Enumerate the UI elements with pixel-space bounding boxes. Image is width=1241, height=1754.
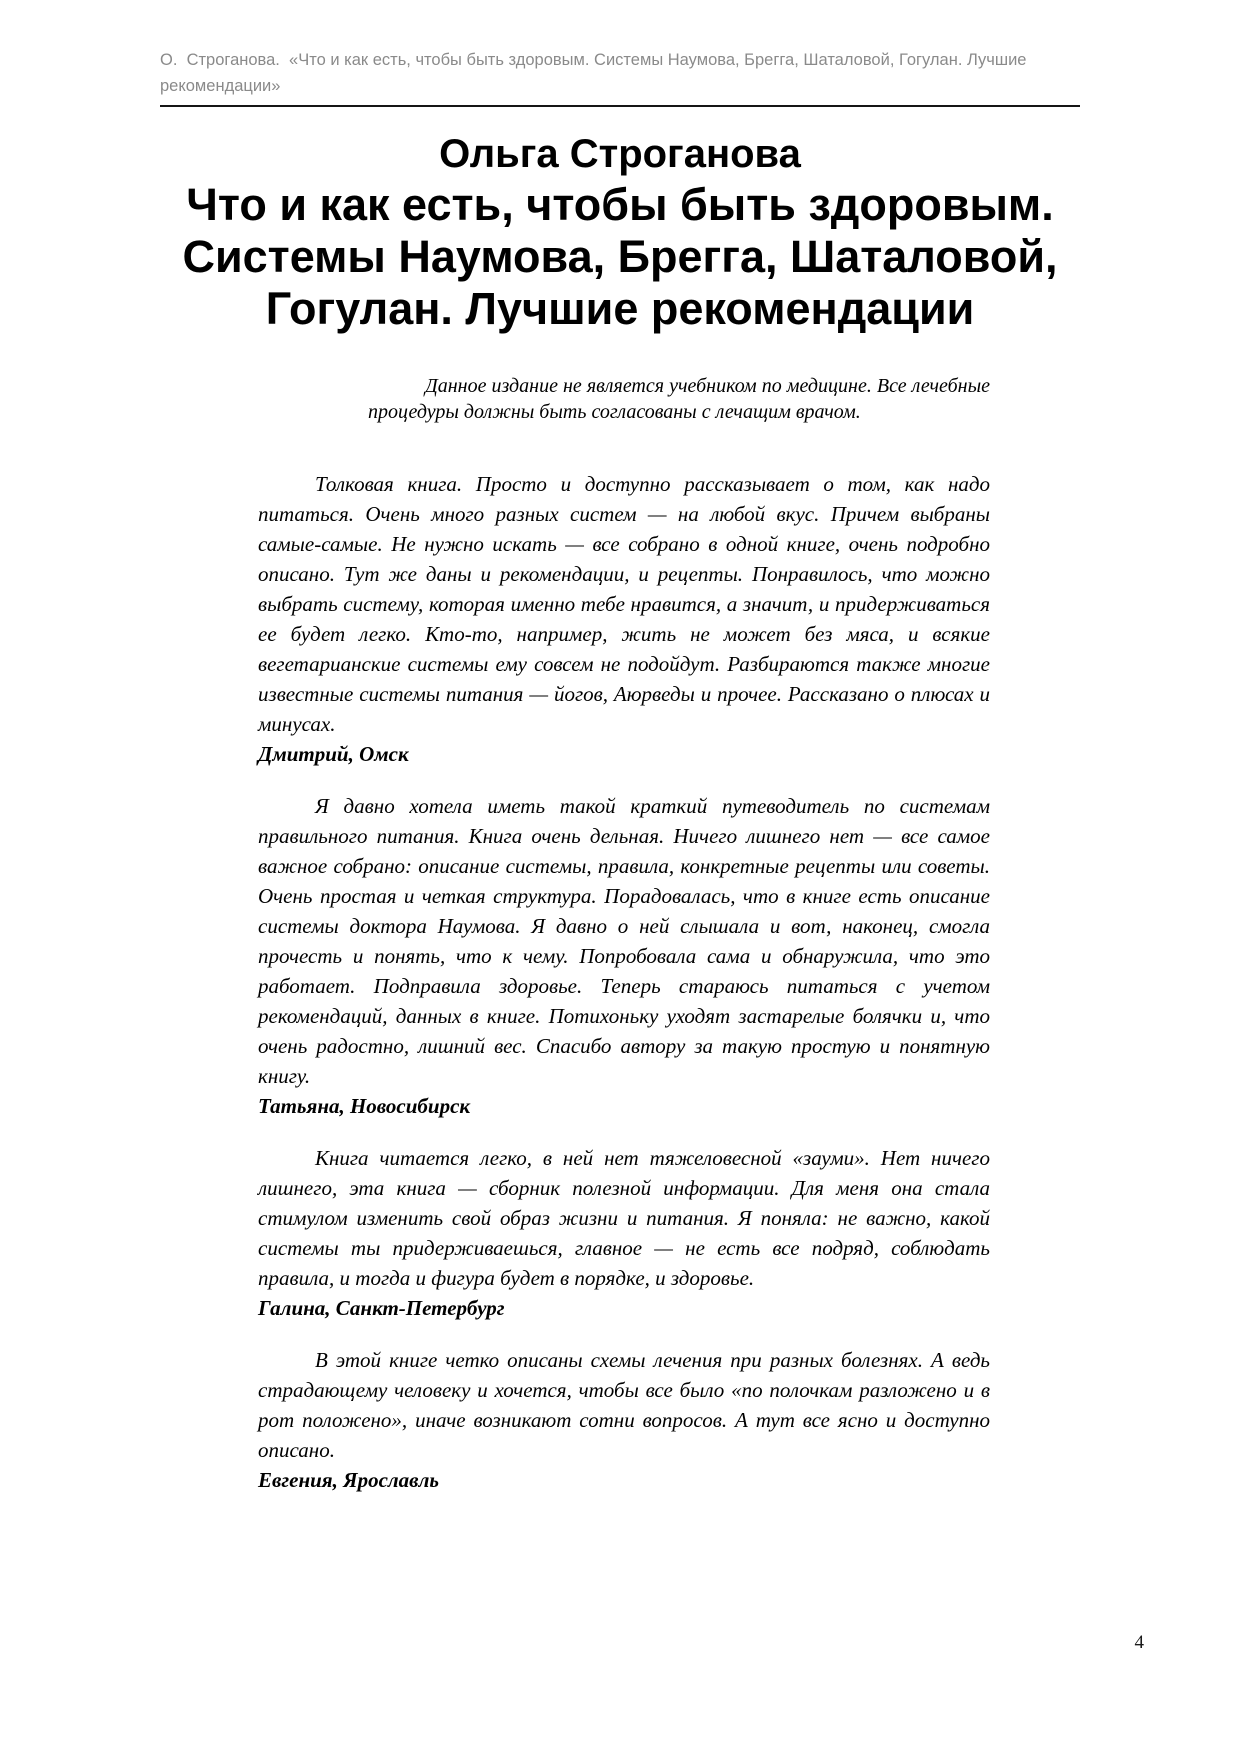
book-title-line-3: Гогулан. Лучшие рекомендации [265,283,975,334]
review-block [258,791,990,1121]
review-author: Галина, Санкт-Петербург [258,1296,505,1320]
review-block [258,469,990,769]
review-text: Толковая книга. Просто и доступно рассказывает о том, как надо питаться. Очень много разных систем — на любой вкус. Причем выбраны самые-самые. Не нужно искать — все собрано в одной книге, очень подробно описано. Тут же даны и рекомендации, и рецепты. Понравилось, что можно выбрать систему, которая именно тебе нравится, а значит, и придерживаться ее будет легко. Кто-то, например, жить не может без мяса, и всякие вегетарианские системы ему совсем не подойдут. Разбираются также многие известные системы питания — йогов, Аюрведы и прочее. Рассказано о плюсах и минусах. [258,472,990,736]
review-author: Евгения, Ярославль [258,1468,439,1492]
book-title-line-2: Системы Наумова, Брегга, Шаталовой, [182,231,1058,282]
review-author: Дмитрий, Омск [258,742,409,766]
book-title-line-1: Что и как есть, чтобы быть здоровым. [186,179,1054,230]
review-text: Книга читается легко, в ней нет тяжеловесной «зауми». Нет ничего лишнего, эта книга — сборник полезной информации. Для меня она стала стимулом изменить свой образ жизни и питания. Я поняла: не важно, какой системы ты придерживаешься, главное — не есть все подряд, соблюдать правила, и тогда и фигура будет в порядке, и здоровье. [258,1146,990,1290]
book-title-author: Ольга Строганова [439,132,801,176]
running-header-title: О. Строганова. «Что и как есть, чтобы быть здоровым. Системы Наумова, Брегга, Шаталовой, Гогулан. Лучшие рекомендации» [160,51,1032,95]
review-author: Татьяна, Новосибирск [258,1094,471,1118]
review-block [258,1345,990,1495]
page-number: 4 [1134,1632,1144,1653]
header-divider [160,105,1080,107]
book-title [160,129,1080,335]
review-block [258,1143,990,1323]
edition-notice: Данное издание не является учебником по медицине. Все лечебные процедуры должны быть согласованы с лечащим врачом. [368,375,990,423]
review-text: В этой книге четко описаны схемы лечения при разных болезнях. А ведь страдающему человеку и хочется, чтобы все было «по полочкам разложено и в рот положено», иначе возникают сотни вопросов. А тут все ясно и доступно описано. [258,1348,990,1462]
reviews-section [258,469,990,1495]
page-header [160,47,1080,107]
review-text: Я давно хотела иметь такой краткий путеводитель по системам правильного питания. Книга очень дельная. Ничего лишнего нет — все самое важное собрано: описание системы, правила, конкретные рецепты или советы. Очень простая и четкая структура. Порадовалась, что в книге есть описание системы доктора Наумова. Я давно о ней слышала и вот, наконец, смогла прочесть и понять, что к чему. Попробовала сама и обнаружила, что это работает. Подправила здоровье. Теперь стараюсь питаться с учетом рекомендаций, данных в книге. Потихоньку уходят застарелые болячки и, что очень радостно, лишний вес. Спасибо автору за такую простую и понятную книгу. [258,794,990,1088]
